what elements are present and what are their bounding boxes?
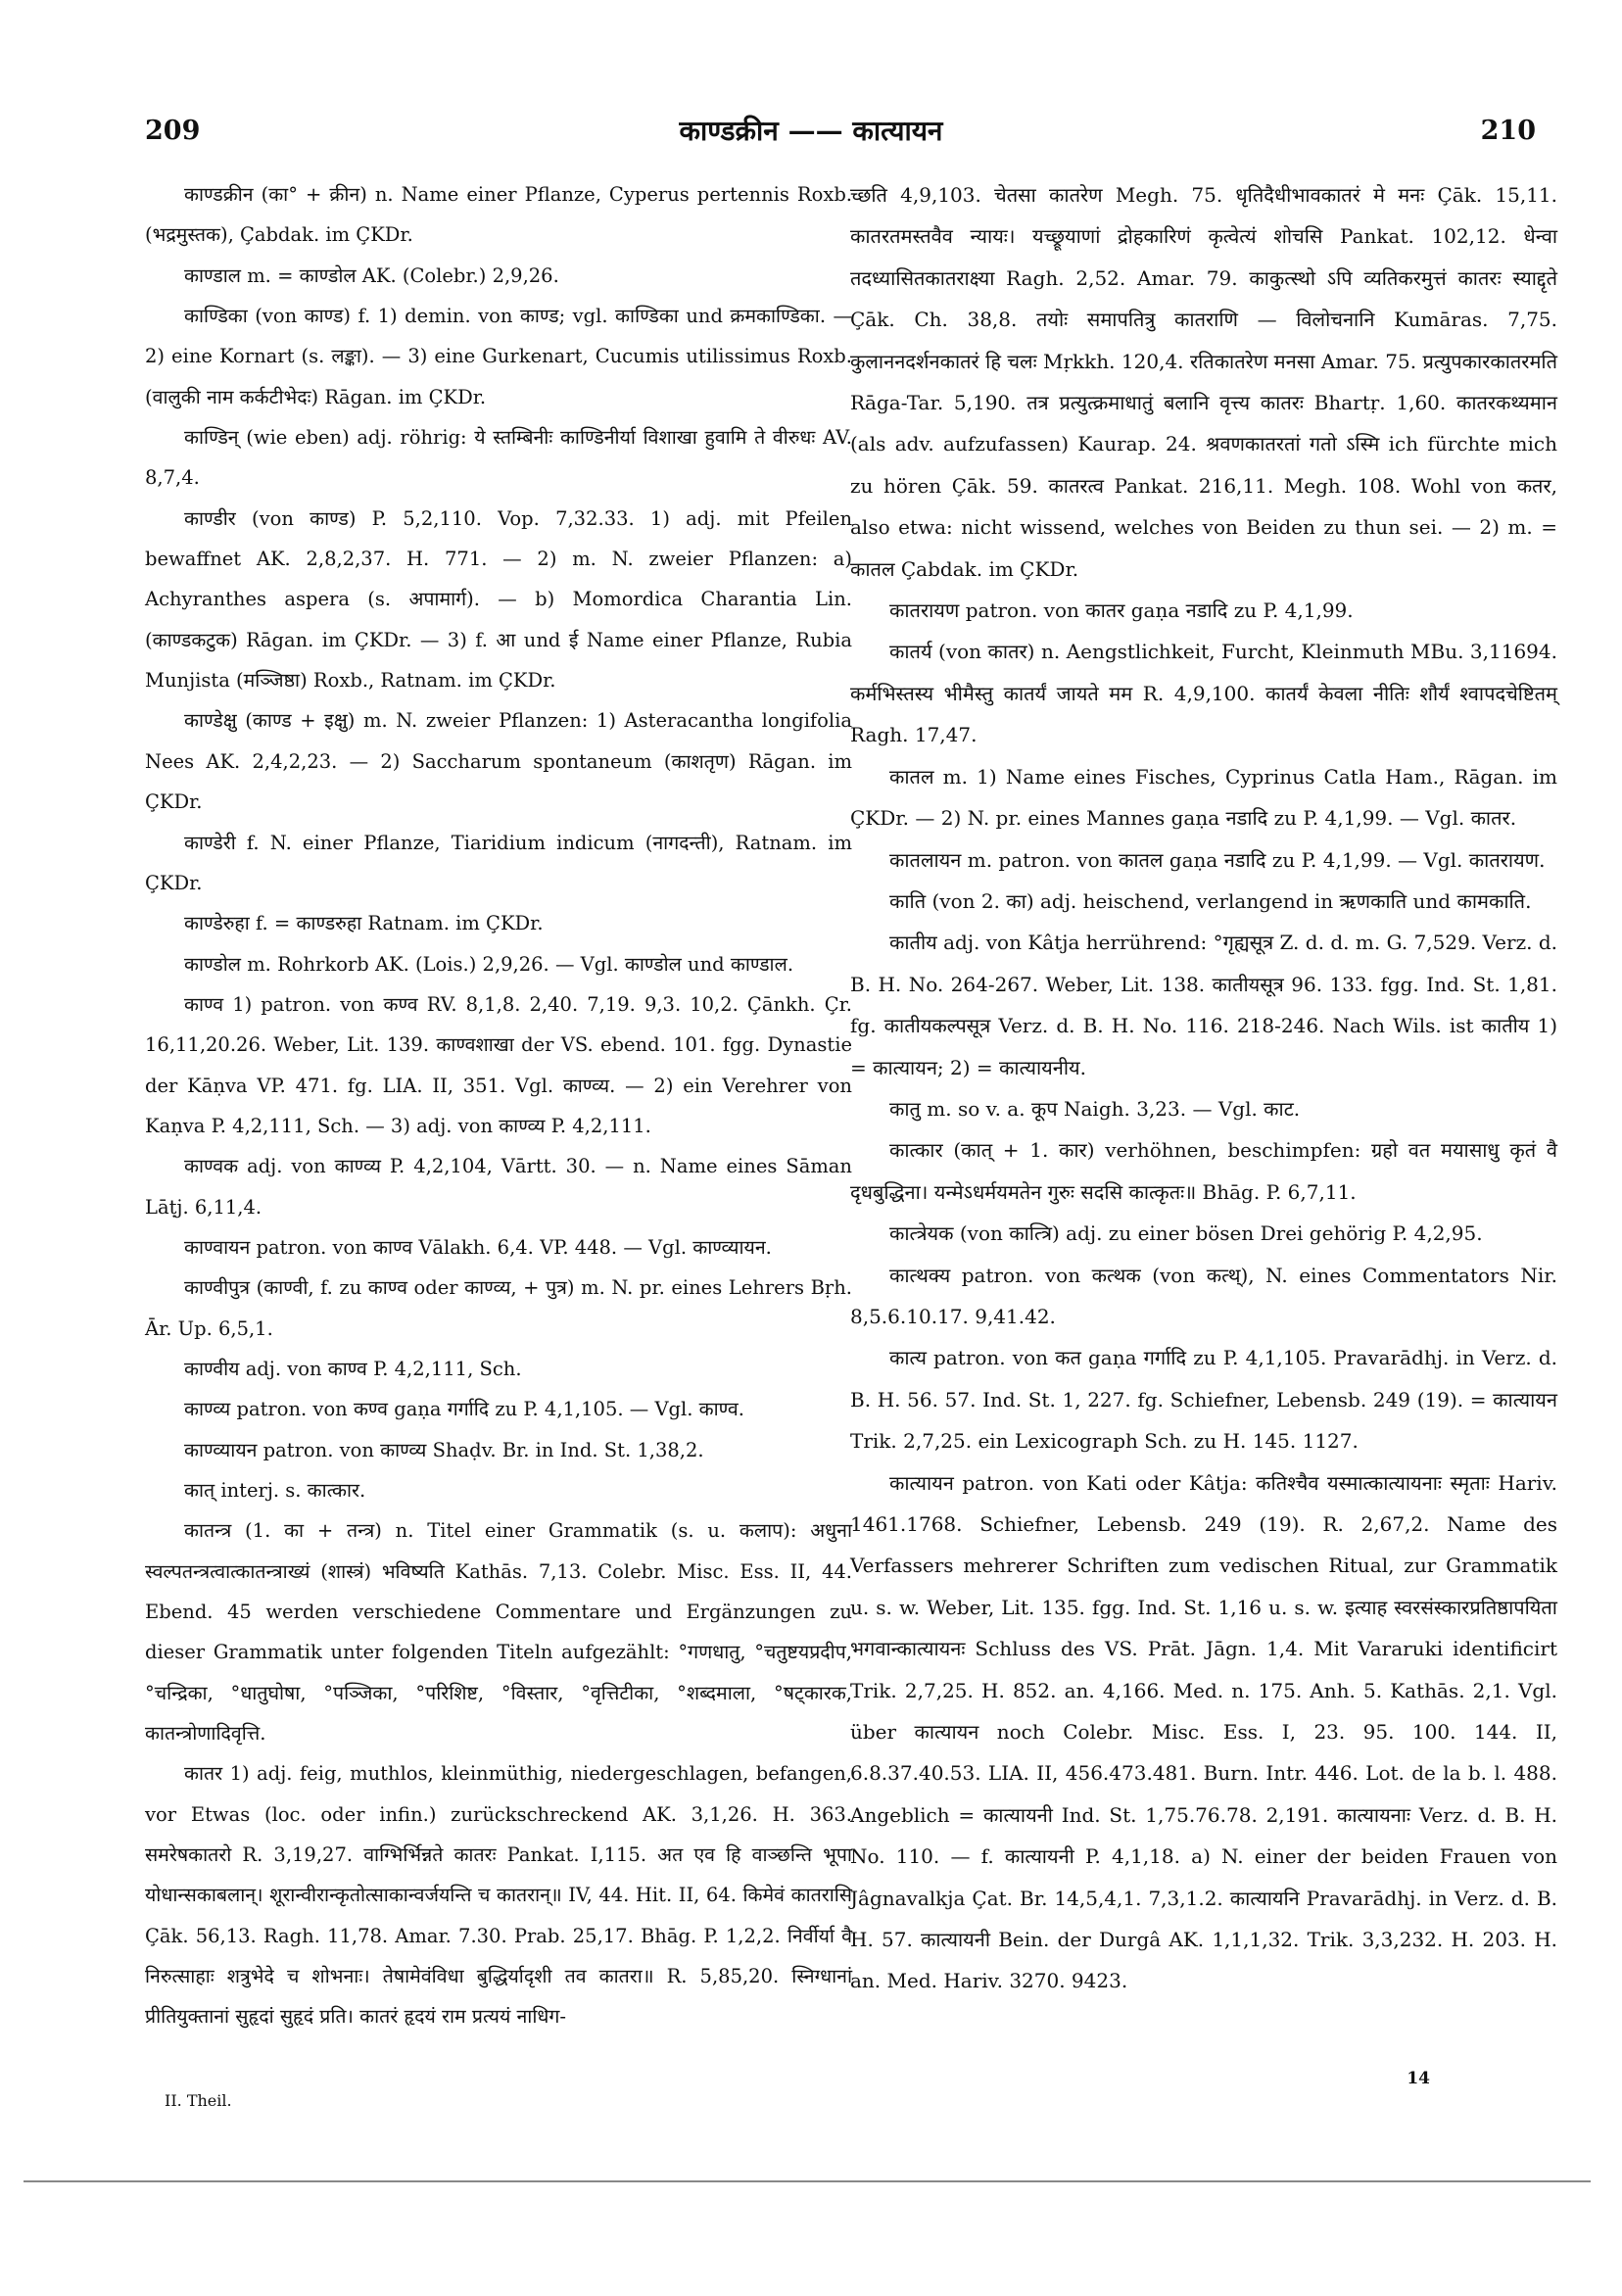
entry: कातन्त्र (1. का + तन्त्र) n. Titel einer Grammatik (s. u. कलाप): अधुना स्वल्पतन्त्रत्वात्कातन्त्राख्यं (शास्त्रं) भविष्यति Kathās. 7,13. Colebr. Misc. Ess. II, 44. Ebend. 45 werden verschiedene Commentare und Ergänzungen zu dieser Grammatik unter folgenden Titeln aufgezählt: °गणधातु, °चतुष्टयप्रदीप, °चन्द्रिका, °धातुघोषा, °पञ्जिका, °परिशिष्ट, °विस्तार, °वृत्तिटीका, °शब्दमाला, °षट्कारक, कातन्त्रोणादिवृत्ति. [145,1519,852,1746]
entry: काति (von 2. का) adj. heischend, verlangend in ऋणकाति und कामकाति. [889,888,1532,913]
entry: कात्य patron. von कत gaṇa गर्गादि zu P. 4,1,105. Pravarādhj. in Verz. d. B. H. 56. 57. Ind. St. 1, 227. fg. Schiefner, Lebensb. 249 (19). = कात्यायन Trik. 2,7,25. ein Lexicograph Sch. zu H. 145. 1127. [850,1346,1557,1454]
entry: कात्त्रेयक (von कात्त्रि) adj. zu einer bösen Drei gehörig P. 4,2,95. [889,1221,1483,1246]
left-page-number: 209 [145,116,201,146]
entry: काण्डिन् (wie eben) adj. röhrig: ये स्तम्बिनीः काण्डिनीर्या विशाखा हुवामि ते वीरुधः AV. 8,7,4. [145,426,852,490]
entry: कातलायन m. patron. von कातल gaṇa नडादि zu P. 4,1,99. — Vgl. कातरायण. [889,847,1546,872]
entry: काण्डाल m. = काण्डोल AK. (Colebr.) 2,9,26. [184,263,559,287]
entry: काण्वक adj. von काण्व्य P. 4,2,104, Vārtt. 30. — n. Name eines Sāman Lāṭj. 6,11,4. [145,1155,852,1219]
entry: काण्डक्रीन (का° + क्रीन) n. Name einer Pflanze, Cyperus pertennis Roxb. (भद्रमुस्तक), Çabdak. im ÇKDr. [145,183,852,247]
entry: कातर 1) adj. feig, muthlos, kleinmüthig, niedergeschlagen, befangen, vor Etwas (loc. oder infin.) zurückschreckend AK. 3,1,26. H. 363. समरेषकातरो R. 3,19,27. वाग्भिर्भिन्नते कातरः Pankat. I,115. अत एव हि वाञ्छन्ति भूपा योधान्सकाबलान्। शूरान्वीरान्कृतोत्साकान्वर्जयन्ति च कातरान्॥ IV, 44. Hit. II, 64. किमेवं कातरासि Çāk. 56,13. Ragh. 11,78. Amar. 7.30. Prab. 25,17. Bhāg. P. 1,2,2. निर्वीर्या वै निरुत्साहाः शत्रुभेदे च शोभनाः। तेषामेवंविधा बुद्धिर्यादृशी तव कातरा॥ R. 5,85,20. स्निग्धानां प्रीतियुक्तानां सुहृदां सुहृदं प्रति। कातरं हृदयं राम प्रत्ययं नाधिग- [145,1762,852,2029]
entry: च्छति 4,9,103. चेतसा कातरेण Megh. 75. धृतिदैधीभावकातरं मे मनः Çāk. 15,11. कातरतमस्तवैव न्यायः। यच्छ्रूयाणां द्रोहकारिणं कृत्वेत्यं शोचसि Pankat. 102,12. धेन्वा तदध्यासितकातराक्ष्या Ragh. 2,52. Amar. 79. काकुत्स्थो ऽपि व्यतिकरमुत्तं कातरः स्याद्दृते Çāk. Ch. 38,8. तयोः समापतित्रु कातराणि — विलोचनानि Kumāras. 7,75. कुलाननदर्शनकातरं हि चलः Mṛkkh. 120,4. रतिकातरेण मनसा Amar. 75. प्रत्युपकारकातरमति Rāga-Tar. 5,190. तत्र प्रत्युत्क्रमाधातुं बलानि वृत्त्य कातरः Bhartṛ. 1,60. कातरकथ्यमान (als adv. aufzufassen) Kaurap. 24. श्रवणकातरतां गतो ऽस्मि ich fürchte mich zu hören Çāk. 59. कातरत्व Pankat. 216,11. Megh. 108. Wohl von कतर, also etwa: nicht wissend, welches von Beiden zu thun sei. — 2) m. = कातल Çabdak. im ÇKDr. [850,183,1557,581]
entry: काण्वीय adj. von काण्व P. 4,2,111, Sch. [184,1357,522,1380]
entry: काण्वीपुत्र (काण्वी, f. zu काण्व oder काण्व्य, + पुत्र) m. N. pr. eines Lehrers Bṛh. Ār. Up. 6,5,1. [145,1276,852,1340]
entry: काण्वायन patron. von काण्व Vālakh. 6,4. VP. 448. — Vgl. काण्व्यायन. [184,1235,772,1259]
entry: काण्डीर (von काण्ड) P. 5,2,110. Vop. 7,32.33. 1) adj. mit Pfeilen bewaffnet AK. 2,8,2,37. H. 771. — 2) m. N. zweier Pflanzen: a) Achyranthes aspera (s. अपामार्ग). — b) Momordica Charantia Lin. (काण्डकटुक) Rāgan. im ÇKDr. — 3) f. आ und ई Name einer Pflanze, Rubia Munjista (मञ्जिष्ठा) Roxb., Ratnam. im ÇKDr. [145,506,852,693]
entry: कात्यायन patron. von Kati oder Kâtja: कतिश्चैव यस्मात्कात्यायनाः स्मृताः Hariv. 1461.1768. Schiefner, Lebensb. 249 (19). R. 2,67,2. Name des Verfassers mehrerer Schriften zum vedischen Ritual, zur Grammatik u. s. w. Weber, Lit. 135. fgg. Ind. St. 1,16 u. s. w. इत्याह स्वरसंस्कारप्रतिष्ठापयिता भगवान्कात्यायनः Schluss des VS. Prāt. Jāgn. 1,4. Mit Vararuki identificirt Trik. 2,7,25. H. 852. an. 4,166. Med. n. 175. Anh. 5. Kathās. 2,1. Vgl. über कात्यायन noch Colebr. Misc. Ess. I, 23. 95. 100. 144. II, 6.8.37.40.53. LIA. II, 456.473.481. Burn. Intr. 446. Lot. de la b. l. 488. Angeblich = कात्यायनी Ind. St. 1,75.76.78. 2,191. कात्यायनाः Verz. d. B. H. No. 110. — f. कात्यायनी P. 4,1,18. a) N. einer der beiden Frauen von Jâgnavalkja Çat. Br. 14,5,4,1. 7,3,1.2. कात्यायनि Pravarādhj. in Verz. d. B. H. 57. कात्यायनी Bein. der Durgâ AK. 1,1,1,32. Trik. 3,3,232. H. 203. H. an. Med. Hariv. 3270. 9423. [850,1470,1557,1993]
running-title: काण्डक्रीन —— कात्यायन [679,115,943,147]
right-page-number: 210 [1480,116,1536,146]
entry: कातरायण patron. von कातर gaṇa नडादि zu P. 4,1,99. [889,598,1354,623]
sheet-number: 14 [1407,2069,1430,2088]
entry: काण्व्य patron. von कण्व gaṇa गर्गादि zu P. 4,1,105. — Vgl. काण्व. [184,1398,744,1421]
printer-signature: II. Theil. [165,2091,232,2110]
entry: काण्व 1) patron. von कण्व RV. 8,1,8. 2,40. 7,19. 9,3. 10,2. Çānkh. Çr. 16,11,20.26. Weber, Lit. 139. काण्वशाखा der VS. ebend. 101. fgg. Dynastie der Kāṇva VP. 471. fg. LIA. II, 351. Vgl. काण्व्य. — 2) ein Verehrer von Kaṇva P. 4,2,111, Sch. — 3) adj. von काण्व्य P. 4,2,111. [145,992,852,1137]
entry: कात्थक्य patron. von कत्थक (von कत्थ्), N. eines Commentators Nir. 8,5.6.10.17. 9,41.42. [850,1263,1557,1328]
right-column [850,174,1557,2002]
entry: कातल m. 1) Name eines Fisches, Cyprinus Catla Ham., Rāgan. im ÇKDr. — 2) N. pr. eines Mannes gaṇa नडादि zu P. 4,1,99. — Vgl. कातर. [850,764,1557,831]
entry: कातीय adj. von Kâtja herrührend: °गृह्यसूत्र Z. d. d. m. G. 7,529. Verz. d. B. H. No. 264-267. Weber, Lit. 138. कातीयसूत्र 96. 133. fgg. Ind. St. 1,81. fg. कातीयकल्पसूत्र Verz. d. B. H. No. 116. 218-246. Nach Wils. ist कातीय 1) = कात्यायन; 2) = कात्यायनीय. [850,931,1557,1079]
entry: कात्कार (कात् + 1. कार) verhöhnen, beschimpfen: ग्रहो वत मयासाधु कृतं वै दृधबुद्धिना। यन्मेऽधर्मयमतेन गुरुः सदसि कात्कृतः॥ Bhāg. P. 6,7,11. [850,1138,1557,1204]
entry: काण्व्यायन patron. von काण्व्य Shaḍv. Br. in Ind. St. 1,38,2. [184,1438,704,1461]
entry: काण्डेरुहा f. = काण्डरुहा Ratnam. im ÇKDr. [184,912,544,935]
entry: काण्डोल m. Rohrkorb AK. (Lois.) 2,9,26. — Vgl. काण्डोल und काण्डाल. [184,952,794,976]
entry: कातु m. so v. a. कूप Naigh. 3,23. — Vgl. काट. [889,1096,1301,1121]
entry: काण्डिका (von काण्ड) f. 1) demin. von काण्ड; vgl. काण्डिका und क्रमकाण्डिका. — 2) eine Kornart (s. लङ्का). — 3) eine Gurkenart, Cucumis utilissimus Roxb. (वालुकी नाम कर्कटीभेदः) Rāgan. im ÇKDr. [145,305,852,408]
entry: कातर्य (von कातर) n. Aengstlichkeit, Furcht, Kleinmuth MBu. 3,11694. कर्मभिस्तस्य भीमैस्तु कातर्यं जायते मम R. 4,9,100. कातर्यं केवला नीतिः शौर्यं श्वापदचेष्टितम् Ragh. 17,47. [850,640,1557,747]
entry: कात् interj. s. कात्कार. [184,1479,366,1502]
entry: काण्डेरी f. N. einer Pflanze, Tiaridium indicum (नागदन्ती), Ratnam. im ÇKDr. [145,831,852,894]
bottom-rule [24,2180,1591,2182]
entry: काण्डेक्षु (काण्ड + इक्षु) m. N. zweier Pflanzen: 1) Asteracantha longifolia Nees AK. 2,4,2,23. — 2) Saccharum spontaneum (काशतृण) Rāgan. im ÇKDr. [145,709,852,814]
left-column [145,174,852,2037]
